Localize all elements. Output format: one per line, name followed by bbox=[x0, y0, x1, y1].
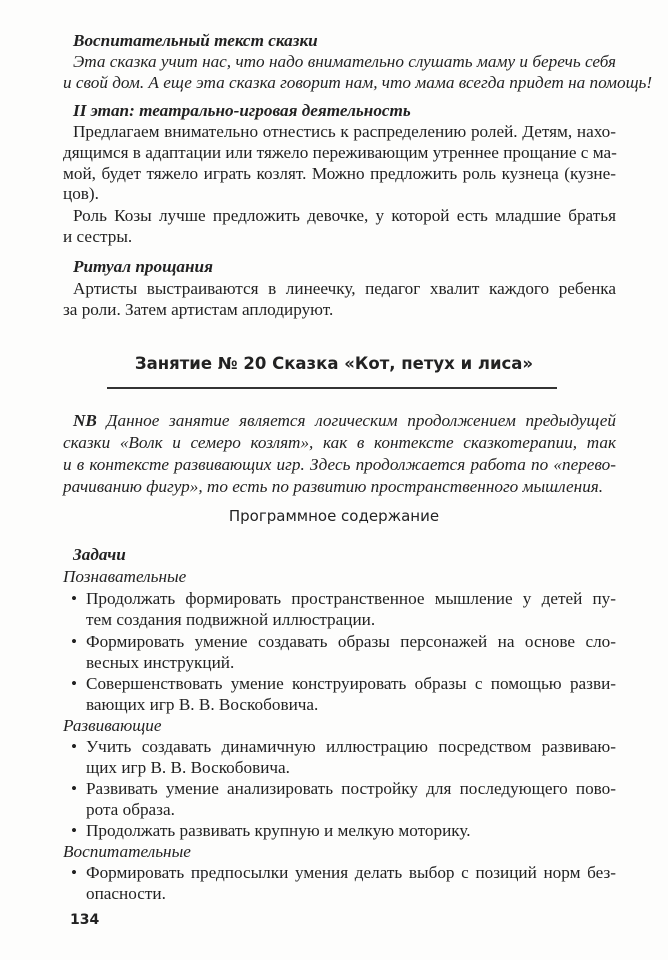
paragraph bbox=[63, 122, 616, 205]
text-line bbox=[63, 410, 616, 432]
nb-text: Данное занятие является логическим продолжением предыдущей bbox=[96, 411, 616, 430]
subheading bbox=[63, 716, 616, 737]
text-line: мой, будет тяжело играть козлят. Можно предложить роль кузнеца (кузне- bbox=[63, 163, 616, 183]
text-line: Ритуал прощания bbox=[73, 257, 213, 276]
bullet-item bbox=[63, 821, 616, 842]
paragraph bbox=[63, 206, 616, 248]
nb-note bbox=[63, 410, 616, 498]
text-line: Артисты выстраиваются в линеечку, педагог хвалит каждого ребенка bbox=[73, 279, 616, 298]
bullet-text: Продолжать формировать пространственное мышление у детей пу- bbox=[86, 589, 616, 608]
text-line: и в контексте развивающих игр. Здесь продолжается работа по «перево- bbox=[63, 455, 616, 474]
bullet-text: тем создания подвижной иллюстрации. bbox=[86, 609, 376, 629]
text-line: Воспитательные bbox=[63, 842, 191, 861]
bullet-text: Продолжать развивать крупную и мелкую моторику. bbox=[86, 821, 471, 840]
section-heading bbox=[63, 257, 616, 278]
bullet-text: щих игр В. В. Воскобовича. bbox=[86, 757, 290, 777]
text-line bbox=[63, 758, 616, 779]
text-line: Роль Козы лучше предложить девочке, у которой есть младшие братья bbox=[73, 206, 616, 225]
text-line bbox=[63, 779, 616, 800]
text-line: сказки «Волк и семеро козлят», как в контексте сказкотерапии, так bbox=[63, 433, 616, 452]
bullet-icon: • bbox=[71, 779, 78, 798]
text-line: Воспитательный текст сказки bbox=[73, 31, 318, 50]
text-line bbox=[63, 632, 616, 653]
bullet-icon: • bbox=[71, 632, 78, 651]
bullet-text: Формировать умение создавать образы персонажей на основе сло- bbox=[86, 632, 616, 651]
text-line: II этап: театрально-игровая деятельность bbox=[73, 101, 411, 120]
page-number: 134 bbox=[70, 912, 100, 928]
bullet-item bbox=[63, 779, 616, 821]
text-line: и свой дом. А еще эта сказка говорит нам, что мама всегда придет на помощь! bbox=[63, 72, 653, 92]
paragraph bbox=[63, 52, 653, 94]
text-line bbox=[63, 863, 616, 884]
bullet-icon: • bbox=[71, 821, 78, 840]
text-line: рачиванию фигур», то есть по развитию пространственного мышления. bbox=[63, 477, 604, 496]
subheading bbox=[63, 842, 616, 863]
bullet-icon: • bbox=[71, 737, 78, 756]
text-line bbox=[63, 610, 616, 631]
text-line: цов). bbox=[63, 184, 99, 204]
bullet-item bbox=[63, 589, 616, 631]
bullet-item bbox=[63, 863, 616, 905]
section-heading bbox=[63, 545, 616, 566]
bullet-text: вающих игр В. В. Воскобовича. bbox=[86, 694, 319, 714]
bullet-item bbox=[63, 737, 616, 779]
paragraph bbox=[63, 279, 616, 321]
section-heading bbox=[63, 31, 616, 52]
text-line: Задачи bbox=[73, 545, 126, 564]
bullet-text: Совершенствовать умение конструировать образы с помощью разви- bbox=[86, 674, 616, 693]
bullet-item bbox=[63, 632, 616, 674]
text-line bbox=[63, 674, 616, 695]
bullet-text: весных инструкций. bbox=[86, 652, 235, 672]
text-line: Познавательные bbox=[63, 567, 187, 586]
bullet-icon: • bbox=[71, 589, 78, 608]
text-line: Развивающие bbox=[63, 716, 162, 735]
bullet-icon: • bbox=[71, 863, 78, 882]
text-line: Предлагаем внимательно отнестись к распределению ролей. Детям, нахо- bbox=[73, 122, 616, 141]
bullet-text: Формировать предпосылки умения делать выбор с позиций норм без- bbox=[86, 863, 616, 882]
bullet-text: рота образа. bbox=[86, 799, 175, 819]
text-line bbox=[63, 737, 616, 758]
text-line bbox=[63, 800, 616, 821]
text-line: за роли. Затем артистам аплодируют. bbox=[63, 299, 334, 319]
nb-label: NB bbox=[73, 411, 97, 430]
text-line bbox=[63, 589, 616, 610]
bullet-item bbox=[63, 674, 616, 716]
bullet-text: Развивать умение анализировать постройку для последующего пово- bbox=[86, 779, 616, 798]
text-line: Эта сказка учит нас, что надо внимательно слушать маму и беречь себя bbox=[73, 52, 616, 71]
text-line: дящимся в адаптации или тяжело переживающим утреннее прощание с ма- bbox=[63, 142, 617, 162]
section-title: Программное содержание bbox=[228, 507, 440, 525]
text-line: и сестры. bbox=[63, 226, 133, 246]
text-line bbox=[63, 695, 616, 716]
lesson-title: Занятие № 20 Сказка «Кот, петух и лиса» bbox=[134, 354, 534, 373]
bullet-text: Учить создавать динамичную иллюстрацию посредством развиваю- bbox=[86, 737, 616, 756]
bullet-text: опасности. bbox=[86, 883, 166, 903]
text-line bbox=[63, 884, 616, 905]
title-underline bbox=[107, 387, 557, 389]
text-line bbox=[63, 821, 616, 842]
text-line bbox=[63, 653, 616, 674]
subheading bbox=[63, 567, 616, 588]
section-heading bbox=[63, 101, 616, 122]
bullet-icon: • bbox=[71, 674, 78, 693]
